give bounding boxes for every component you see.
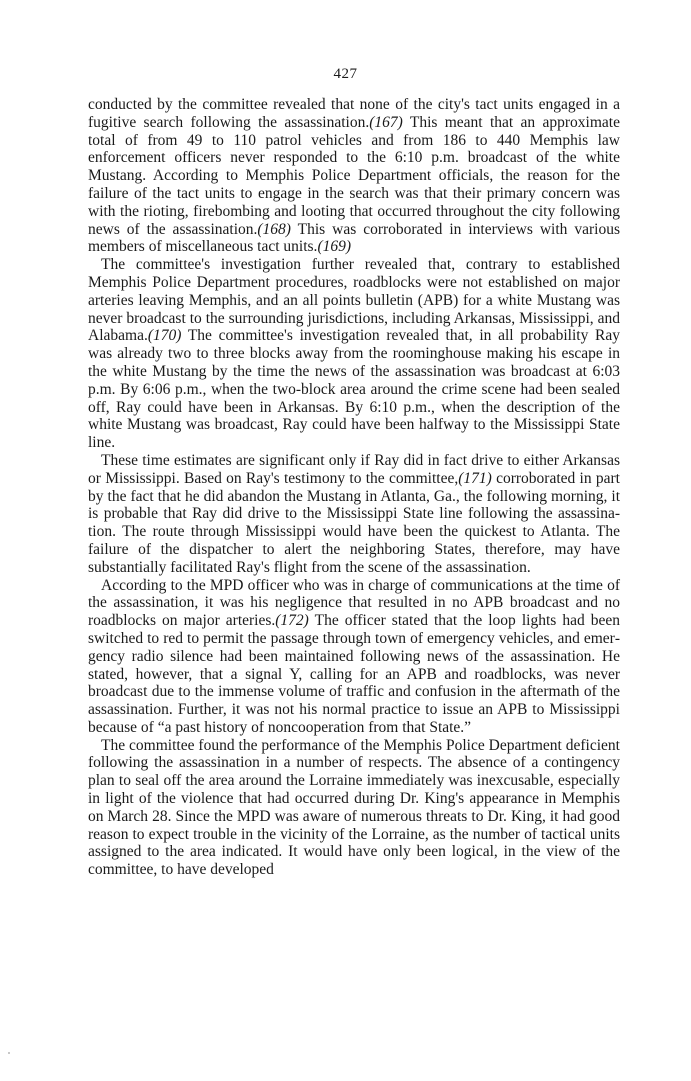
text-segment: This was corroborated in interviews with various members of miscellaneous tact units.: [88, 220, 620, 256]
paragraph: [88, 96, 620, 256]
page-number: 427: [333, 66, 358, 82]
citation-ref: (172): [275, 612, 309, 630]
text-segment: The committee's investigation revealed that, in all probability Ray was already two to three blocks away from the roominghouse making his escape in the white Mustang by the time the news of the assassination was broadcast at 6:03 p.m. By 6:06 p.m., when the two-block area around the crime scene had been sealed off, Ray could have been in Arkansas. By 6:10 p.m., when the description of the white Mustang was broadcast, Ray could have been halfway to the Mississippi State line.: [88, 327, 620, 452]
text-segment: This meant that an approximate total of from 49 to 110 patrol vehicles and from 186 to 440 Memphis law enforcement officers never responded to the 6:10 p.m. broadcast of the white Mustang. According to Memphis Police Department officials, the reason for the failure of the tact units to engage in the search was that their primary concern was with the rioting, firebombing and looting that occurred throughout the city following news of the assassination.: [88, 113, 620, 238]
body-text: [88, 96, 620, 879]
citation-ref: (167): [369, 113, 403, 131]
paragraph: [88, 256, 620, 452]
paragraph: [88, 577, 620, 737]
citation-ref: (171): [458, 469, 492, 487]
text-segment: conducted by the committee revealed that none of the city's tact units engaged in a fugitive search following the assassination.: [88, 96, 620, 131]
text-segment: The committee's investigation further revealed that, contrary to established Memphis Police Department procedures, roadblocks were not established on major arteries leaving Memphis, and an all points bulletin (APB) for a white Mustang was never broadcast to the surrounding jurisdictions, including Arkansas, Mississippi, and Alabama.: [88, 256, 620, 345]
text-segment: These time estimates are significant only if Ray did in fact drive to either Arkansas or Mississippi. Based on Ray's testimony to the committee,: [88, 451, 620, 487]
text-segment: The committee found the performance of the Memphis Police Department deficient following the assassination in a number of respects. The absence of a contingency plan to seal off the area around the Lorraine immediately was inexcusable, especially in light of the violence that had occurred during Dr. King's appearance in Memphis on March 28. Since the MPD was aware of numerous threats to Dr. King, it had good reason to expect trouble in the vicinity of the Lorraine, as the number of tactical units assigned to the area indicated. It would have only been logical, in the view of the committee, to have developed: [88, 736, 620, 879]
paragraph: [88, 452, 620, 577]
citation-ref: (169): [317, 238, 352, 256]
scan-speck: [8, 1052, 10, 1054]
text-segment: The officer stated that the loop lights had been switched to red to permit the passage through town of emergency vehicles, and emergency radio silence had been maintained following news of the assassination. He stated, however, that a signal Y, calling for an APB and roadblocks, was never broadcast due to the immense volume of traffic and confusion in the aftermath of the assassination. Further, it was not his normal practice to issue an APB to Mississippi because of “a past history of noncooperation from that State.”: [88, 612, 620, 736]
text-segment: According to the MPD officer who was in charge of communications at the time of the assassination, it was his negligence that resulted in no APB broadcast and no roadblocks on major arteries.: [88, 576, 620, 630]
text-segment: corroborated in part by the fact that he did abandon the Mustang in Atlanta, Ga., the following morning, it is probable that Ray did drive to the Mississippi State line following the assassination. The route through Mississippi would have been the quickest to Atlanta. The failure of the dispatcher to alert the neighboring States, therefore, may have substantially facilitated Ray's flight from the scene of the assassination.: [88, 469, 620, 576]
citation-ref: (168): [257, 220, 291, 238]
citation-ref: (170): [147, 327, 182, 345]
paragraph: [88, 737, 620, 879]
